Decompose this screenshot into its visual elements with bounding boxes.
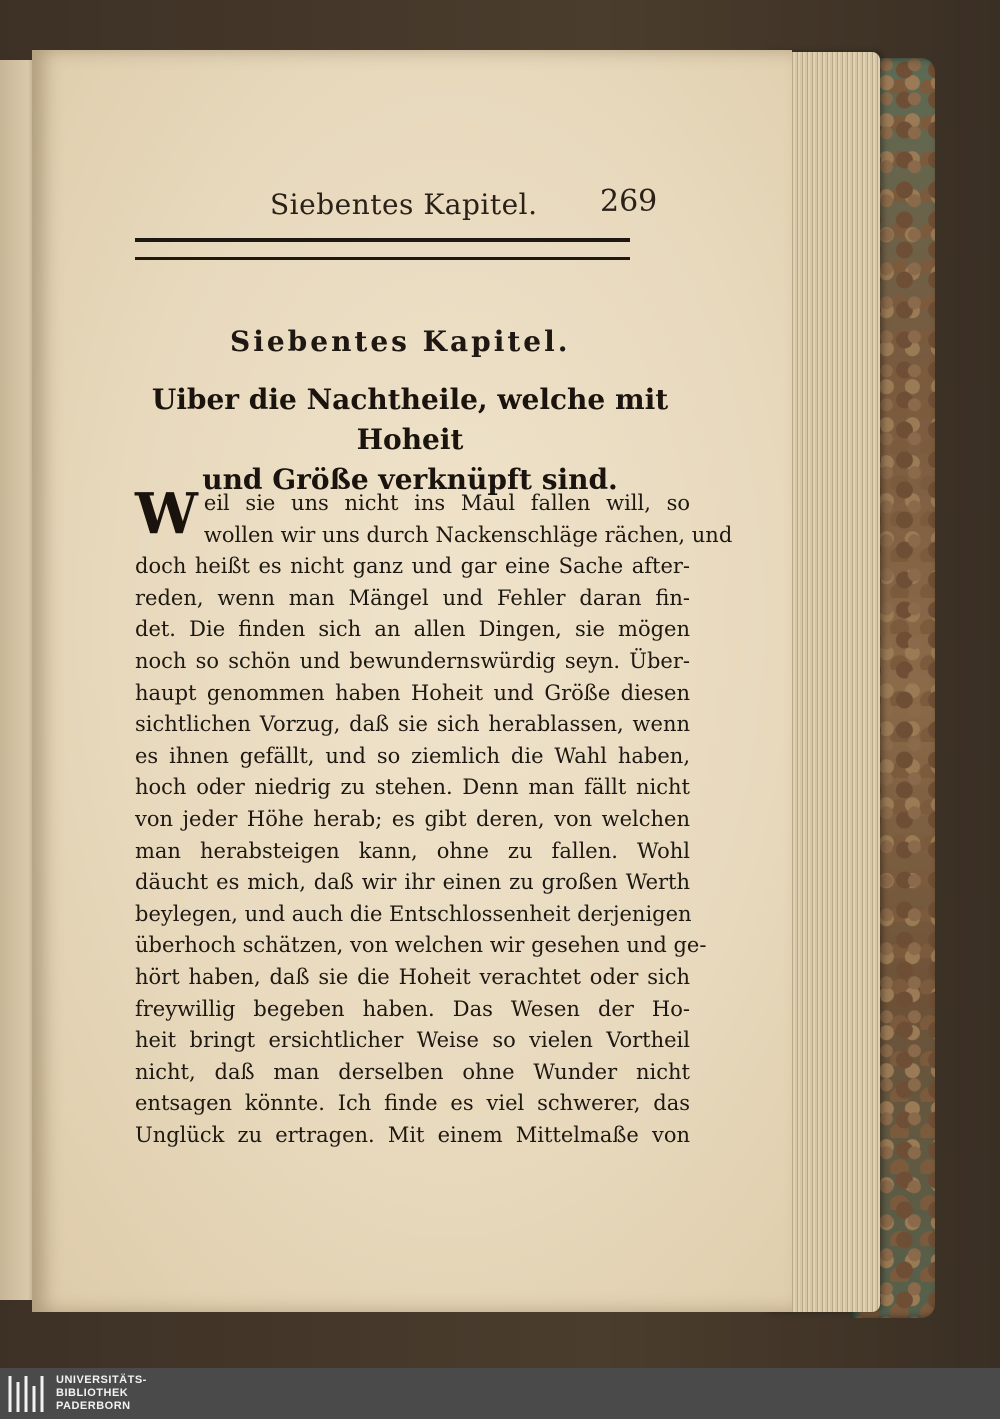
text-line: det. Die finden sich an allen Dingen, sie mögen: [135, 617, 690, 642]
chapter-title: Siebentes Kapitel.: [230, 325, 571, 358]
text-line: doch heißt es nicht ganz und gar eine Sache after-: [135, 554, 690, 579]
text-line: freywillig begeben haben. Das Wesen der Ho-: [135, 996, 690, 1021]
running-head-title: Siebentes Kapitel.: [270, 188, 538, 221]
library-logo-icon: [6, 1372, 46, 1416]
text-line: entsagen könnte. Ich finde es viel schwerer, das: [135, 1091, 690, 1116]
text-line: überhoch schätzen, von welchen wir gesehen und ge-: [135, 933, 707, 958]
text-line: eil sie uns nicht ins Maul fallen will, so: [203, 491, 690, 515]
page-number: 269: [600, 184, 658, 219]
text-line: es ihnen gefällt, und so ziemlich die Wahl haben,: [135, 743, 690, 768]
text-line: hört haben, daß sie die Hoheit verachtet oder sich: [135, 964, 690, 989]
logo-line: BIBLIOTHEK: [56, 1387, 129, 1399]
text-line: däucht es mich, daß wir ihr einen zu großen Werth: [135, 870, 690, 895]
drop-cap: W: [135, 481, 198, 547]
text-line: man herabsteigen kann, ohne zu fallen. Wohl: [135, 838, 690, 863]
body-text: [135, 481, 733, 1151]
text-line: Unglück zu ertragen. Mit einem Mittelmaße von: [135, 1122, 690, 1147]
logo-line: UNIVERSITÄTS-: [56, 1374, 147, 1386]
text-line: hoch oder niedrig zu stehen. Denn man fällt nicht: [135, 775, 690, 800]
text-line: nicht, daß man derselben ohne Wunder nicht: [135, 1059, 690, 1084]
text-line: reden, wenn man Mängel und Fehler daran fin-: [135, 585, 690, 610]
running-head: [270, 180, 658, 230]
text-line: noch so schön und bewundernswürdig seyn. Über-: [135, 648, 690, 673]
footer-bar: [0, 1368, 1000, 1419]
header-rule-secondary: [135, 257, 630, 260]
text-line: haupt genommen haben Hoheit und Größe diesen: [135, 680, 690, 705]
text-line: beylegen, und auch die Entschlossenheit derjenigen: [135, 901, 692, 926]
heading-line: Uiber die Nachtheile, welche mit Hoheit: [151, 383, 669, 456]
header-rule: [135, 238, 630, 242]
text-line: wollen wir uns durch Nackenschläge rächen, und: [203, 522, 733, 547]
text-line: sichtlichen Vorzug, daß sie sich herablassen, wenn: [135, 712, 690, 737]
heading-line: und Größe verknüpft sind.: [202, 463, 618, 496]
text-line: von jeder Höhe herab; es gibt deren, von welchen: [135, 806, 690, 831]
library-logo-text[interactable]: [56, 1374, 147, 1413]
text-line: heit bringt ersichtlicher Weise so vielen Vortheil: [135, 1028, 690, 1053]
logo-line: PADERBORN: [56, 1400, 131, 1412]
chapter-heading: [125, 380, 695, 500]
